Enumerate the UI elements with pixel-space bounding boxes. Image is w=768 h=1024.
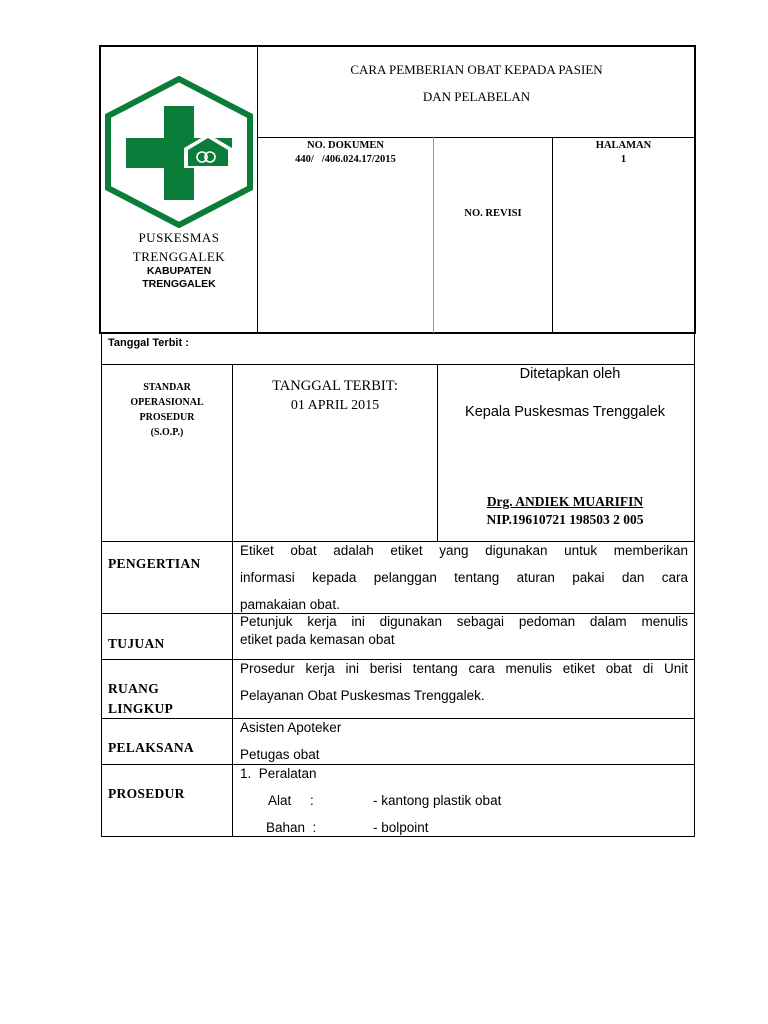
tujuan-line1: Petunjuk kerja ini digunakan sebagai pedoman dalam menulis xyxy=(240,614,688,629)
header-border-bottom xyxy=(99,332,696,334)
sop-right xyxy=(694,364,695,542)
sop-label-1: STANDAR xyxy=(143,382,191,393)
alat-value: - kantong plastik obat xyxy=(373,793,502,808)
document-title-line1: CARA PEMBERIAN OBAT KEPADA PASIEN xyxy=(350,62,603,77)
ditetapkan-oleh: Ditetapkan oleh xyxy=(519,366,621,382)
sop-label-2: OPERASIONAL xyxy=(130,397,204,408)
header-divider-title xyxy=(258,137,695,138)
ruang-line2: Pelayanan Obat Puskesmas Trenggalek. xyxy=(240,688,485,703)
sop-label-4: (S.O.P.) xyxy=(150,427,184,438)
content-divider xyxy=(232,541,233,837)
org-sub-line2: TRENGGALEK xyxy=(142,278,216,290)
header-border-top xyxy=(99,45,696,47)
content-left xyxy=(101,541,102,837)
tanggal-terbit-row-label: Tanggal Terbit : xyxy=(108,337,189,349)
pelaksana-line1: Asisten Apoteker xyxy=(240,720,342,735)
org-name-line2: TRENGGALEK xyxy=(132,249,226,264)
signer-nip: NIP.19610721 198503 2 005 xyxy=(486,512,644,527)
alat-label: Alat : xyxy=(268,793,314,808)
tujuan-label: TUJUAN xyxy=(108,636,165,651)
header-divider-doc xyxy=(433,137,434,333)
pengertian-line3: pamakaian obat. xyxy=(240,597,340,612)
no-dokumen-label: NO. DOKUMEN xyxy=(307,140,384,151)
tanggal-terbit-value: 01 APRIL 2015 xyxy=(290,398,380,413)
sop-divider-2 xyxy=(437,364,438,542)
sop-label-3: PROSEDUR xyxy=(139,412,195,423)
halaman-value: 1 xyxy=(620,154,627,165)
pengertian-line2: informasi kepada pelanggan tentang aturan pakai dan cara xyxy=(240,570,688,585)
ruang-label-1: RUANG xyxy=(108,681,159,696)
pengertian-label: PENGERTIAN xyxy=(108,556,201,571)
pelaksana-line2: Petugas obat xyxy=(240,747,320,762)
org-name-line1: PUSKESMAS xyxy=(138,230,220,245)
ruang-label-2: LINGKUP xyxy=(108,701,174,716)
tanggal-terbit-label: TANGGAL TERBIT: xyxy=(272,378,398,394)
bahan-label: Bahan : xyxy=(266,820,317,835)
header-border-left xyxy=(99,45,101,334)
tanggal-row-left xyxy=(101,334,102,364)
halaman-label: HALAMAN xyxy=(595,140,652,151)
bahan-value: - bolpoint xyxy=(373,820,429,835)
org-sub-line1: KABUPATEN xyxy=(146,265,212,277)
prosedur-label: PROSEDUR xyxy=(108,786,185,801)
pengertian-line1: Etiket obat adalah etiket yang digunakan untuk memberikan xyxy=(240,543,688,558)
puskesmas-logo-icon xyxy=(104,76,254,228)
kepala-puskesmas: Kepala Puskesmas Trenggalek xyxy=(465,404,665,420)
content-right xyxy=(694,541,695,837)
no-dokumen-value: 440/ /406.024.17/2015 xyxy=(295,154,396,165)
ruang-line1: Prosedur kerja ini berisi tentang cara menulis etiket obat di Unit xyxy=(240,661,688,676)
signer-name: Drg. ANDIEK MUARIFIN xyxy=(486,494,644,509)
document-title-line2: DAN PELABELAN xyxy=(422,89,531,104)
pelaksana-label: PELAKSANA xyxy=(108,740,194,755)
no-revisi-label: NO. REVISI xyxy=(464,208,522,219)
tanggal-row-bottom xyxy=(101,364,695,365)
header-divider-rev xyxy=(552,137,553,333)
prosedur-item-1: 1. Peralatan xyxy=(240,766,317,781)
tanggal-row-right xyxy=(694,334,695,364)
tujuan-line2: etiket pada kemasan obat xyxy=(240,632,395,647)
